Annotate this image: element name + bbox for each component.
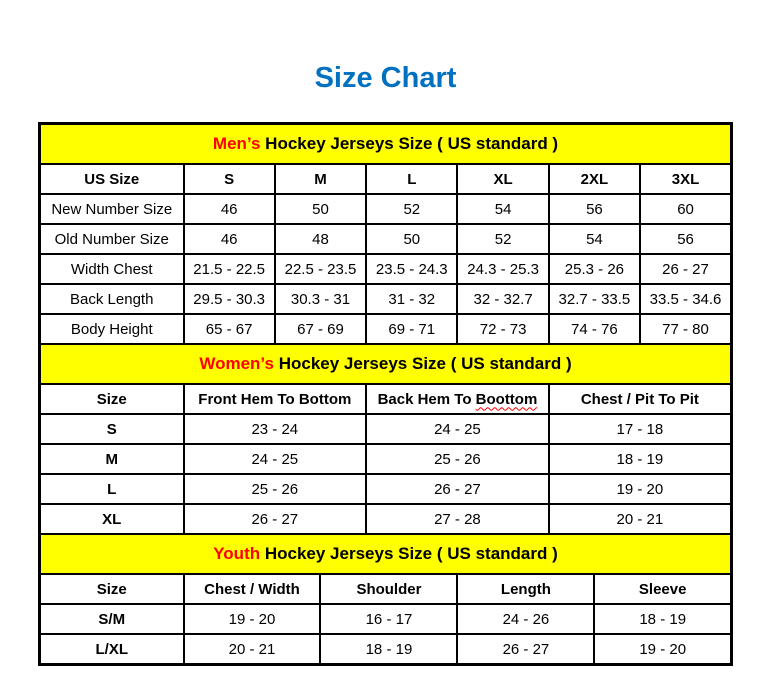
table-row — [40, 314, 732, 344]
page-title: Size Chart — [314, 62, 457, 94]
table-cell: 48 — [275, 224, 366, 254]
column-header: Length — [457, 574, 594, 604]
column-header: S — [184, 164, 275, 194]
table-cell: 16 - 17 — [320, 604, 457, 634]
table-cell: 19 - 20 — [594, 634, 731, 665]
mens-section-banner — [40, 124, 732, 165]
table-cell: 24.3 - 25.3 — [457, 254, 548, 284]
column-header-text: Back Hem To — [377, 390, 476, 408]
row-label: Body Height — [40, 314, 184, 344]
youth-section-banner — [40, 534, 732, 574]
mens-banner-highlight: Men’s — [212, 134, 261, 153]
row-label: Old Number Size — [40, 224, 184, 254]
table-row — [40, 444, 732, 474]
row-label: L/XL — [40, 634, 184, 665]
table-cell: 46 — [184, 194, 275, 224]
table-cell: 56 — [549, 194, 640, 224]
table-cell: 26 - 27 — [184, 504, 367, 534]
mens-section-banner-row — [40, 124, 732, 165]
table-row — [40, 634, 732, 665]
row-label: Back Length — [40, 284, 184, 314]
womens-banner-highlight: Women’s — [199, 354, 274, 373]
table-cell: 50 — [366, 224, 457, 254]
table-cell: 54 — [549, 224, 640, 254]
womens-section-banner-row — [40, 344, 732, 384]
table-cell: 19 - 20 — [184, 604, 321, 634]
column-header: Chest / Width — [184, 574, 321, 604]
row-label: S — [40, 414, 184, 444]
table-row — [40, 474, 732, 504]
table-cell: 72 - 73 — [457, 314, 548, 344]
row-label: L — [40, 474, 184, 504]
table-cell: 18 - 19 — [320, 634, 457, 665]
table-cell: 33.5 - 34.6 — [640, 284, 731, 314]
table-cell: 69 - 71 — [366, 314, 457, 344]
table-cell: 22.5 - 23.5 — [275, 254, 366, 284]
table-cell: 32.7 - 33.5 — [549, 284, 640, 314]
column-header: 3XL — [640, 164, 731, 194]
table-cell: 25 - 26 — [366, 444, 549, 474]
youth-banner-highlight: Youth — [213, 544, 261, 563]
table-cell: 26 - 27 — [640, 254, 731, 284]
table-cell: 60 — [640, 194, 731, 224]
table-cell: 24 - 26 — [457, 604, 594, 634]
mens-header-row — [40, 164, 732, 194]
column-header — [366, 384, 549, 414]
table-cell: 17 - 18 — [549, 414, 732, 444]
size-chart-table — [38, 122, 733, 666]
column-header: XL — [457, 164, 548, 194]
table-row — [40, 414, 732, 444]
table-cell: 29.5 - 30.3 — [184, 284, 275, 314]
misspelled-word: Boottom — [475, 390, 538, 408]
table-cell: 77 - 80 — [640, 314, 731, 344]
table-cell: 50 — [275, 194, 366, 224]
table-row — [40, 254, 732, 284]
youth-section-banner-row — [40, 534, 732, 574]
row-label: S/M — [40, 604, 184, 634]
column-header: Shoulder — [320, 574, 457, 604]
row-label: New Number Size — [40, 194, 184, 224]
table-cell: 20 - 21 — [184, 634, 321, 665]
womens-banner-text: Hockey Jerseys Size ( US standard ) — [273, 354, 572, 373]
table-row — [40, 604, 732, 634]
column-header: Front Hem To Bottom — [184, 384, 367, 414]
table-row — [40, 194, 732, 224]
row-label: Width Chest — [40, 254, 184, 284]
womens-header-row — [40, 384, 732, 414]
column-header: Sleeve — [594, 574, 731, 604]
column-header: Size — [40, 384, 184, 414]
table-cell: 26 - 27 — [457, 634, 594, 665]
table-cell: 25.3 - 26 — [549, 254, 640, 284]
mens-banner-text: Hockey Jerseys Size ( US standard ) — [260, 134, 559, 153]
table-cell: 23.5 - 24.3 — [366, 254, 457, 284]
table-cell: 20 - 21 — [549, 504, 732, 534]
womens-section-banner — [40, 344, 732, 384]
table-row — [40, 504, 732, 534]
table-cell: 19 - 20 — [549, 474, 732, 504]
column-header: M — [275, 164, 366, 194]
youth-header-row — [40, 574, 732, 604]
table-cell: 54 — [457, 194, 548, 224]
table-cell: 18 - 19 — [549, 444, 732, 474]
table-cell: 74 - 76 — [549, 314, 640, 344]
column-header: 2XL — [549, 164, 640, 194]
table-cell: 32 - 32.7 — [457, 284, 548, 314]
table-cell: 52 — [457, 224, 548, 254]
table-row — [40, 284, 732, 314]
table-cell: 27 - 28 — [366, 504, 549, 534]
column-header: Size — [40, 574, 184, 604]
row-label: XL — [40, 504, 184, 534]
table-cell: 67 - 69 — [275, 314, 366, 344]
table-cell: 65 - 67 — [184, 314, 275, 344]
column-header: L — [366, 164, 457, 194]
table-cell: 24 - 25 — [366, 414, 549, 444]
table-cell: 25 - 26 — [184, 474, 367, 504]
table-cell: 46 — [184, 224, 275, 254]
table-cell: 24 - 25 — [184, 444, 367, 474]
table-row — [40, 224, 732, 254]
table-cell: 52 — [366, 194, 457, 224]
youth-banner-text: Hockey Jerseys Size ( US standard ) — [260, 544, 558, 563]
row-label: M — [40, 444, 184, 474]
column-header: US Size — [40, 164, 184, 194]
table-cell: 31 - 32 — [366, 284, 457, 314]
table-cell: 26 - 27 — [366, 474, 549, 504]
table-cell: 18 - 19 — [594, 604, 731, 634]
table-cell: 30.3 - 31 — [275, 284, 366, 314]
column-header: Chest / Pit To Pit — [549, 384, 732, 414]
table-cell: 56 — [640, 224, 731, 254]
table-cell: 23 - 24 — [184, 414, 367, 444]
table-cell: 21.5 - 22.5 — [184, 254, 275, 284]
